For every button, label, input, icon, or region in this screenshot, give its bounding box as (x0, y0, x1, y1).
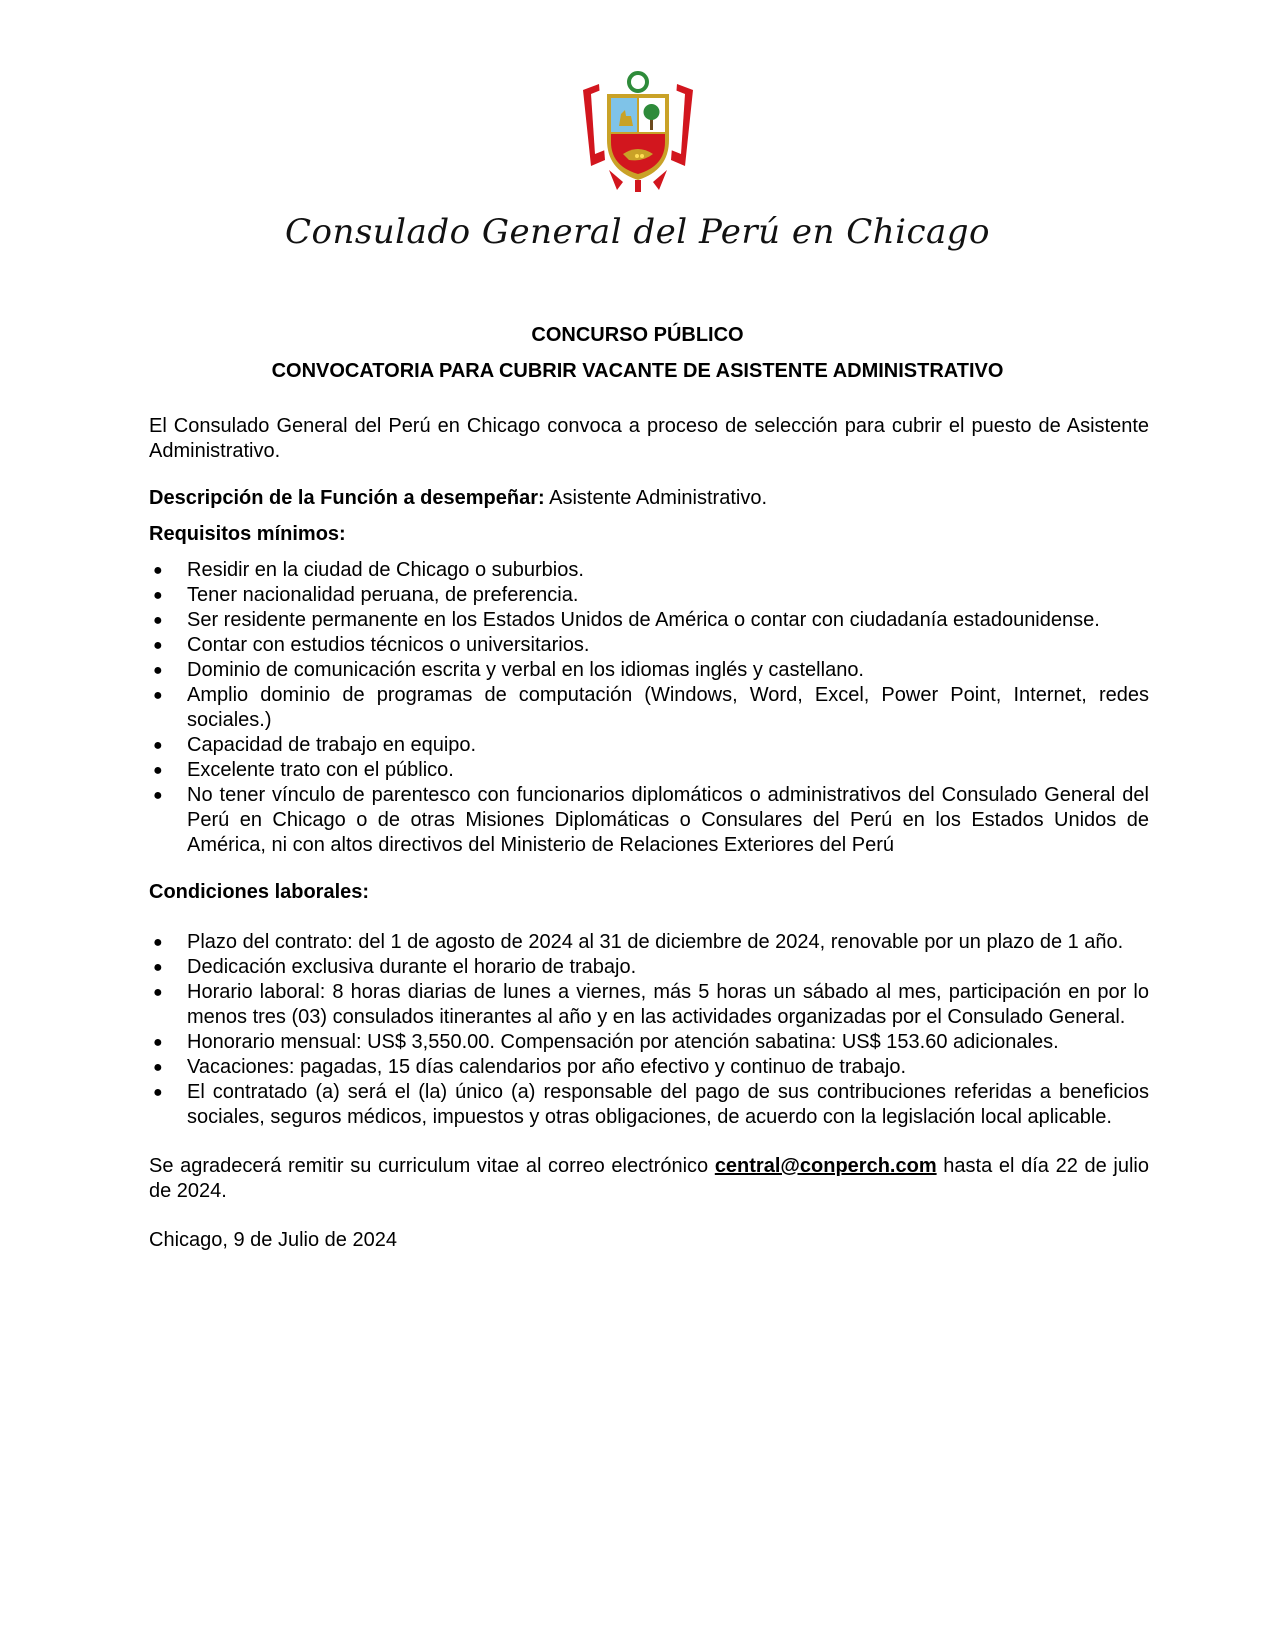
list-item-text: Dedicación exclusiva durante el horario de trabajo. (187, 956, 637, 978)
list-item-text: Honorario mensual: US$ 3,550.00. Compensación por atención sabatina: US$ 153.60 adicionales. (187, 1031, 1059, 1053)
bullet-icon: ● (153, 1034, 163, 1051)
bullet-icon: ● (153, 934, 163, 951)
list-item-text: El contratado (a) será el (la) único (a) responsable del pago de sus contribuciones referidas a beneficios sociales, seguros médicos, impuestos y otras obligaciones, de acuerdo con la legislación local aplicable. (187, 1081, 1149, 1128)
bullet-icon: ● (153, 612, 163, 629)
list-item-text: Plazo del contrato: del 1 de agosto de 2024 al 31 de diciembre de 2024, renovable por un plazo de 1 año. (187, 931, 1124, 953)
function-value: Asistente Administrativo. (549, 487, 767, 509)
bullet-icon: ● (153, 762, 163, 779)
list-item (149, 930, 1149, 955)
list-item (149, 1030, 1149, 1055)
list-item-text: Excelente trato con el público. (187, 759, 454, 781)
document-subtitle: CONVOCATORIA PARA CUBRIR VACANTE DE ASISTENTE ADMINISTRATIVO (271, 360, 1004, 382)
document-body (149, 414, 1149, 1253)
list-item (149, 658, 1149, 683)
requirements-heading: Requisitos mínimos: (149, 523, 346, 545)
list-item-text: Contar con estudios técnicos o universitarios. (187, 634, 590, 656)
list-item (149, 683, 1149, 733)
list-item-text: Dominio de comunicación escrita y verbal en los idiomas inglés y castellano. (187, 659, 864, 681)
closing-text: Se agradecerá remitir su curriculum vitae al correo electrónico (149, 1155, 715, 1177)
list-item (149, 980, 1149, 1030)
list-item (149, 633, 1149, 658)
bullet-icon: ● (153, 984, 163, 1001)
list-item (149, 558, 1149, 583)
function-label: Descripción de la Función a desempeñar: (149, 487, 545, 509)
list-item-text: Capacidad de trabajo en equipo. (187, 734, 477, 756)
list-item (149, 733, 1149, 758)
closing-deadline-text: hasta el día 22 de julio de 2024. (149, 1155, 1150, 1202)
function-paragraph (149, 486, 1149, 511)
intro-paragraph: El Consulado General del Perú en Chicago convoca a proceso de selección para cubrir el puesto de Asistente Administrativo. (149, 415, 1149, 462)
document-title: CONCURSO PÚBLICO (531, 324, 744, 346)
list-item-text: Residir en la ciudad de Chicago o suburbios. (187, 559, 584, 581)
bullet-icon: ● (153, 687, 163, 704)
title-block (0, 323, 1275, 383)
list-item-text: No tener vínculo de parentesco con funcionarios diplomáticos o administrativos del Consulado General del Perú en Chicago o de otras Misiones Diplomáticas o Consulares del Perú en los Estados Unidos de América, ni con altos directivos del Ministerio de Relaciones Exteriores del Perú (187, 784, 1149, 856)
list-item (149, 955, 1149, 980)
conditions-heading: Condiciones laborales: (149, 881, 370, 903)
consulate-name: Consulado General del Perú en Chicago (284, 212, 991, 252)
list-item-text: Ser residente permanente en los Estados Unidos de América o contar con ciudadanía estadounidense. (187, 609, 1100, 631)
bullet-icon: ● (153, 637, 163, 654)
list-item (149, 1055, 1149, 1080)
email-link[interactable]: central@conperch.com (714, 1155, 937, 1177)
bullet-icon: ● (153, 587, 163, 604)
list-item (149, 783, 1149, 858)
list-item-text: Tener nacionalidad peruana, de preferencia. (187, 584, 579, 606)
bullet-icon: ● (153, 737, 163, 754)
list-item (149, 758, 1149, 783)
list-item-text: Amplio dominio de programas de computación (Windows, Word, Excel, Power Point, Internet, redes sociales.) (187, 684, 1149, 731)
letterhead (0, 70, 1275, 198)
bullet-icon: ● (153, 662, 163, 679)
list-item (149, 1080, 1149, 1130)
bullet-icon: ● (153, 1059, 163, 1076)
bullet-icon: ● (153, 1084, 163, 1101)
bullet-icon: ● (153, 787, 163, 804)
place-date: Chicago, 9 de Julio de 2024 (149, 1229, 397, 1251)
requirements-list (149, 558, 1149, 858)
list-item-text: Vacaciones: pagadas, 15 días calendarios por año efectivo y continuo de trabajo. (187, 1056, 906, 1078)
coat-of-arms-icon (579, 70, 697, 198)
closing-paragraph (149, 1154, 1149, 1204)
bullet-icon: ● (153, 562, 163, 579)
bullet-icon: ● (153, 959, 163, 976)
list-item (149, 583, 1149, 608)
list-item (149, 608, 1149, 633)
list-item-text: Horario laboral: 8 horas diarias de lunes a viernes, más 5 horas un sábado al mes, participación en por lo menos tres (03) consulados itinerantes al año y en las actividades organizadas por el Consulado General. (187, 981, 1149, 1028)
conditions-list (149, 930, 1149, 1130)
